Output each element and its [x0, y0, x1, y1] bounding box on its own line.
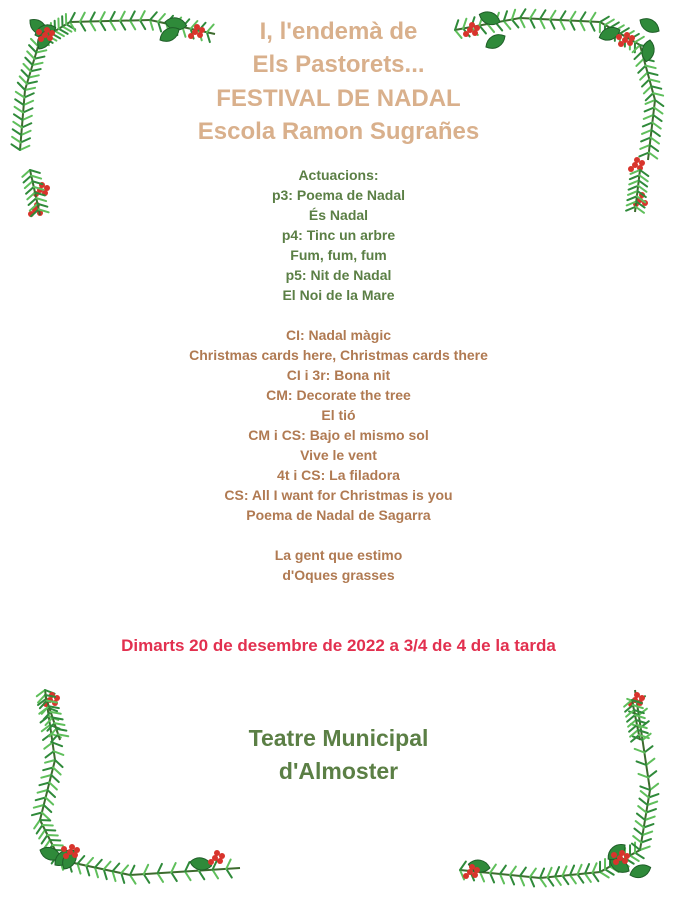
program-item: El Noi de la Mare: [282, 287, 395, 303]
event-date: Dimarts 20 de desembre de 2022 a 3/4 de 4 de la tarda: [121, 636, 556, 655]
program-item: CM: Decorate the tree: [266, 387, 411, 403]
program-item: d'Oques grasses: [282, 567, 395, 583]
program-item: CI: Nadal màgic: [285, 327, 392, 343]
program-item: 4t i CS: La filadora: [277, 467, 400, 483]
program-item: CS: All I want for Christmas is you: [224, 487, 453, 503]
program-item: Fum, fum, fum: [290, 247, 387, 263]
school-name: Escola Ramon Sugrañes: [197, 118, 480, 145]
program-item: Poema de Nadal de Sagarra: [246, 507, 431, 523]
program-item: CM i CS: Bajo el mismo sol: [248, 427, 429, 443]
program-item: Christmas cards here, Christmas cards there: [189, 347, 488, 363]
program-item: p3: Poema de Nadal: [271, 187, 406, 203]
venue-line-2: d'Almoster: [278, 758, 399, 784]
program-item: La gent que estimo: [274, 547, 403, 563]
program-heading: Actuacions:: [298, 167, 379, 183]
program-item: CI i 3r: Bona nit: [286, 367, 391, 383]
title-line-1: I, l'endemà de: [259, 18, 418, 45]
program-item: És Nadal: [308, 207, 369, 223]
program-item: El tió: [321, 407, 356, 423]
festival-title: FESTIVAL DE NADAL: [216, 85, 461, 112]
title-line-2: Els Pastorets...: [252, 51, 425, 78]
holly-leaf-icon: [628, 862, 653, 881]
program-item: p5: Nit de Nadal: [285, 267, 392, 283]
program-item: Vive le vent: [300, 447, 377, 463]
program-item: p4: Tinc un arbre: [281, 227, 396, 243]
venue-line-1: Teatre Municipal: [248, 725, 429, 751]
